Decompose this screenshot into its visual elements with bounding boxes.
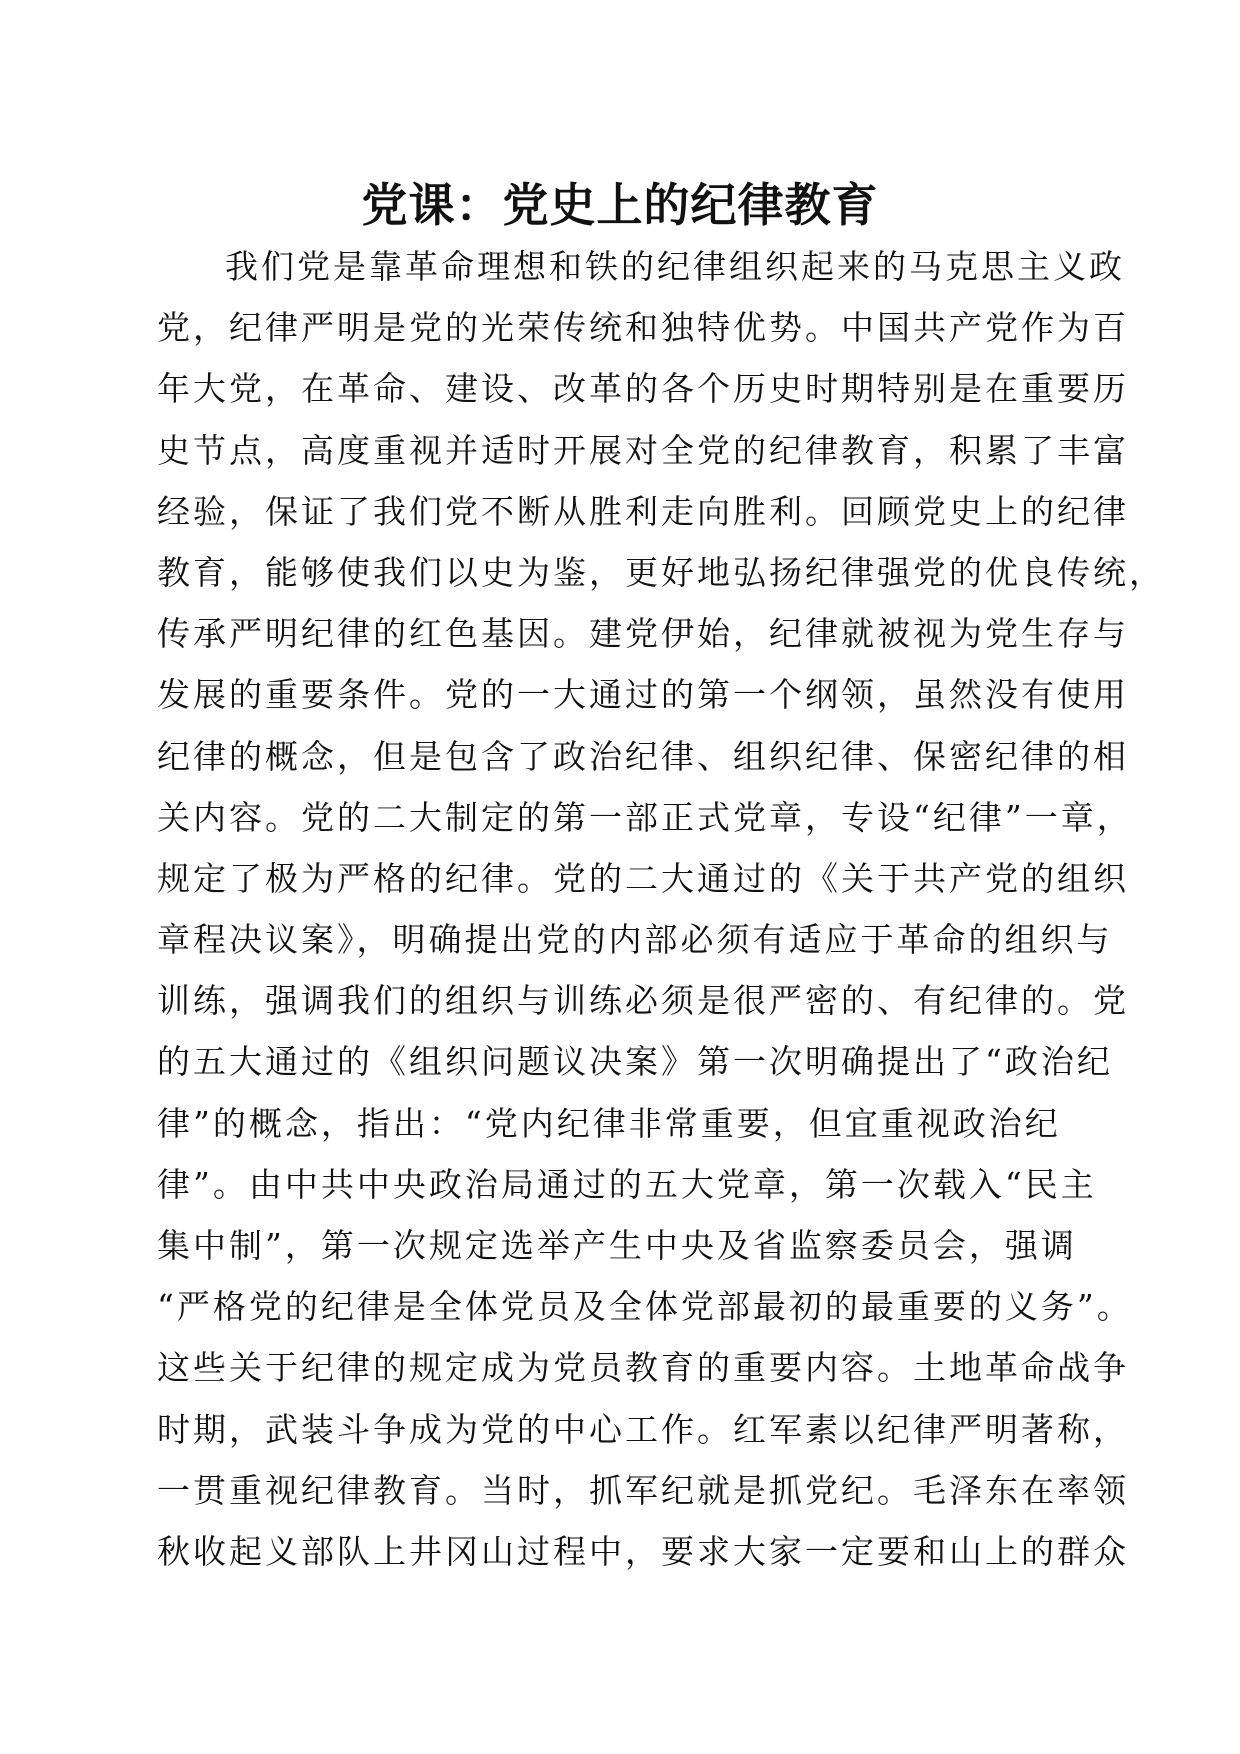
text-line: 传承严明纪律的红色基因。建党伊始，纪律就被视为党生存与 (157, 614, 1129, 654)
text-line: 时期，武装斗争成为党的中心工作。红军素以纪律严明著称， (157, 1409, 1129, 1449)
text-line: 规定了极为严格的纪律。党的二大通过的《关于共产党的组织 (157, 858, 1129, 898)
text-line: 一贯重视纪律教育。当时，抓军纪就是抓党纪。毛泽东在率领 (157, 1470, 1129, 1510)
text-line: 律”的概念，指出：“党内纪律非常重要，但宜重视政治纪 (157, 1103, 1061, 1143)
document-title: 党课：党史上的纪律教育 (361, 178, 879, 232)
text-line: 党，纪律严明是党的光荣传统和独特优势。中国共产党作为百 (157, 308, 1129, 348)
text-line: 教育，能够使我们以史为鉴，更好地弘扬纪律强党的优良传统， (157, 552, 1165, 592)
text-line: 史节点，高度重视并适时开展对全党的纪律教育，积累了丰富 (157, 430, 1129, 470)
text-line: 律”。由中共中央政治局通过的五大党章，第一次载入“民主 (157, 1164, 1097, 1204)
text-line: 发展的重要条件。党的一大通过的第一个纲领，虽然没有使用 (157, 675, 1129, 715)
text-line: 的五大通过的《组织问题议决案》第一次明确提出了“政治纪 (157, 1042, 1113, 1082)
body-paragraph (157, 236, 1165, 1582)
text-line: 经验，保证了我们党不断从胜利走向胜利。回顾党史上的纪律 (157, 491, 1129, 531)
text-line: 年大党，在革命、建设、改革的各个历史时期特别是在重要历 (157, 369, 1129, 409)
text-line: 集中制”，第一次规定选举产生中央及省监察委员会，强调 (157, 1226, 1077, 1265)
text-line: 纪律的概念，但是包含了政治纪律、组织纪律、保密纪律的相 (157, 736, 1129, 776)
text-line: 训练，强调我们的组织与训练必须是很严密的、有纪律的。党 (157, 981, 1129, 1021)
text-line: 秋收起义部队上井冈山过程中，要求大家一定要和山上的群众 (157, 1531, 1129, 1571)
text-line: 关内容。党的二大制定的第一部正式党章，专设“纪律”一章， (157, 797, 1133, 837)
text-line: 这些关于纪律的规定成为党员教育的重要内容。土地革命战争 (157, 1348, 1129, 1388)
text-line: 我们党是靠革命理想和铁的纪律组织起来的马克思主义政 (225, 247, 1125, 286)
text-line: 章程决议案》，明确提出党的内部必须有适应于革命的组织与 (157, 920, 1113, 960)
text-line: “严格党的纪律是全体党员及全体党部最初的最重要的义务”。 (157, 1287, 1133, 1327)
